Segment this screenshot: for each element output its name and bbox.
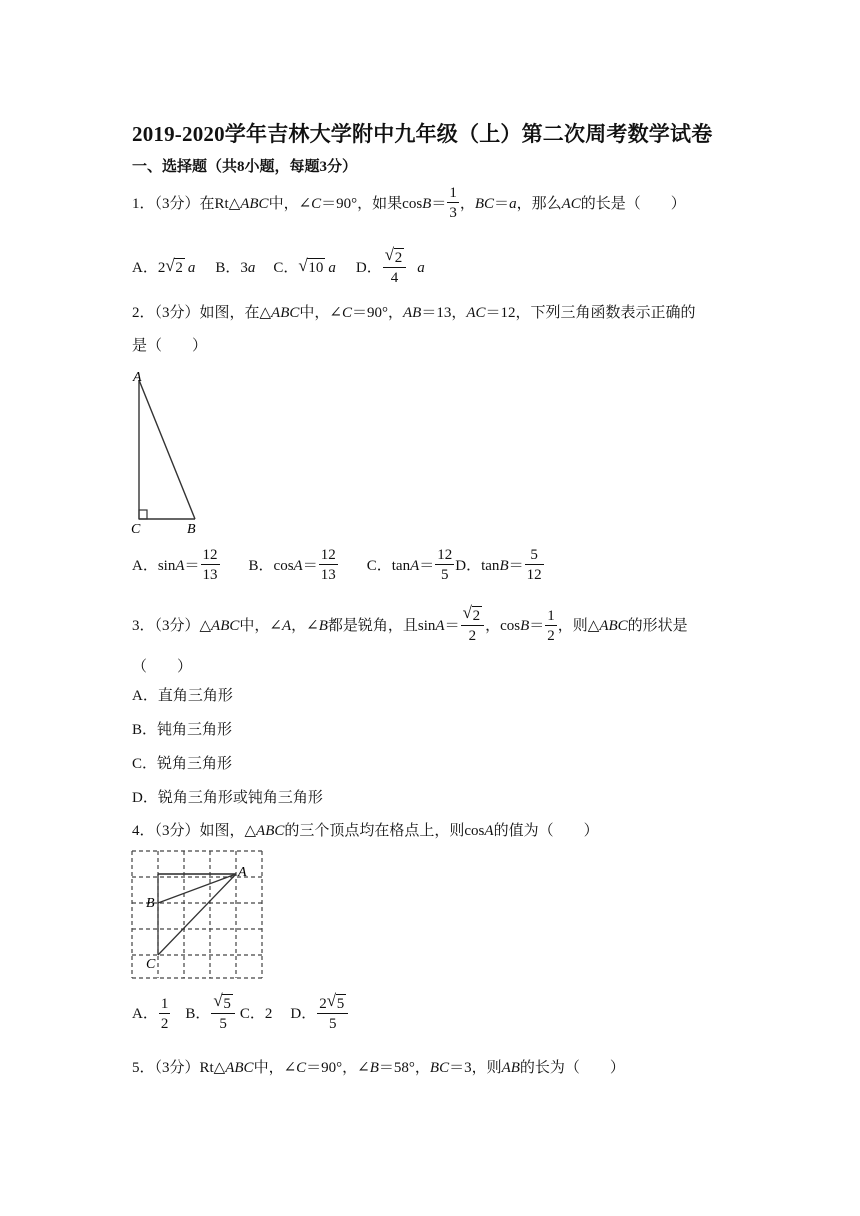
numerator: 1 (547, 607, 555, 624)
q5-text: 5．（3分）Rt△ (132, 1060, 226, 1076)
edge-b-to-a (158, 874, 236, 903)
q3-text: 的形状是 (627, 618, 688, 634)
q2-text: ＝90°， (351, 305, 403, 321)
q3-option-c[interactable]: C．锐角三角形 (132, 756, 233, 772)
q1-var: a (509, 195, 517, 212)
option-eq: ＝ (508, 557, 524, 574)
option-var: B (499, 557, 509, 574)
option-var: A (293, 557, 303, 574)
q2-text: 中，∠ (299, 305, 342, 321)
option-a-fraction (201, 546, 220, 585)
q5-var: AB (501, 1060, 520, 1076)
option-var: a (328, 260, 336, 276)
q1-var: B (422, 195, 432, 212)
q5-var: BC (429, 1060, 450, 1076)
q1-var: BC (474, 195, 495, 212)
q4-text: 的值为（ ） (493, 823, 599, 839)
q2-options (132, 546, 545, 585)
q1-text: ，那么 (516, 195, 562, 212)
vertex-label-c: C (146, 957, 156, 972)
option-b[interactable]: B．cos (248, 557, 294, 574)
vertex-label-a: A (133, 370, 142, 385)
q3-text: ＝ (444, 618, 460, 634)
sqrt (462, 603, 483, 625)
q5-text: ＝3，则 (449, 1060, 502, 1076)
option-b[interactable]: B．3 (215, 260, 248, 276)
q3-text: ，cos (485, 618, 521, 634)
numerator: 12 (320, 547, 336, 563)
option-c[interactable]: C．tan (366, 557, 411, 574)
option-eq: ＝ (302, 557, 318, 574)
q5-text: ＝90°，∠ (306, 1060, 370, 1076)
option-a[interactable]: A．2 (132, 260, 166, 276)
radical-sign: √ (165, 256, 175, 275)
q2-text: ＝13， (421, 305, 467, 321)
q2-var: AB (402, 305, 422, 321)
question-3 (132, 603, 688, 646)
numerator (461, 603, 485, 625)
q1-text: ＝ (431, 195, 447, 212)
denominator: 2 (159, 1013, 171, 1034)
option-var: A (175, 557, 185, 574)
right-angle-mark (139, 510, 147, 519)
radicand: 10 (308, 260, 324, 276)
q3-text: 都是锐角，且sin (327, 618, 436, 634)
q5-text: 中，∠ (253, 1060, 297, 1076)
q3-option-d[interactable]: D．锐角三角形或钝角三角形 (132, 790, 323, 806)
q5-text: ＝58°， (378, 1060, 430, 1076)
q2-var: ABC (271, 305, 300, 321)
q2-text: ＝12，下列三角函数表示正确的 (485, 305, 696, 321)
denominator: 12 (525, 564, 544, 585)
radical-sign: √ (384, 245, 395, 264)
sqrt (165, 258, 185, 278)
q4-text: 的三个顶点均在格点上，则cos (284, 823, 485, 839)
q3-var: A (281, 618, 292, 634)
q4-figure (130, 848, 266, 982)
q3-var: B (318, 618, 328, 634)
numerator (383, 245, 407, 267)
radical-sign: √ (298, 256, 308, 275)
question-2 (132, 303, 696, 323)
q1-text: ＝ (494, 195, 510, 212)
radical-sign: √ (462, 603, 472, 622)
option-d[interactable]: D． (355, 260, 382, 276)
q4-var: ABC (256, 823, 285, 839)
numerator: 12 (202, 547, 218, 563)
radicand: 5 (336, 996, 345, 1012)
option-d-fraction (525, 546, 544, 585)
q3-paren: （ ） (132, 659, 193, 675)
q3-text: ，则△ (557, 618, 600, 634)
q3-option-b[interactable]: B．钝角三角形 (132, 722, 233, 738)
q3-option-a[interactable]: A．直角三角形 (132, 688, 233, 704)
option-var: a (187, 260, 196, 276)
denominator: 13 (201, 564, 220, 585)
numerator: 1 (160, 995, 169, 1012)
q2-var: C (341, 305, 352, 321)
q4-text: 4．（3分）如图，△ (132, 823, 257, 839)
radicand: 2 (394, 250, 403, 266)
q5-var: B (369, 1060, 379, 1076)
option-eq: ＝ (184, 557, 200, 574)
denominator: 3 (447, 202, 459, 223)
denominator: 5 (211, 1013, 235, 1034)
q1-text: ＝90°，如果cos (321, 195, 423, 212)
numerator (317, 991, 348, 1013)
numerator (211, 991, 235, 1013)
q3-var: A (435, 618, 445, 634)
q1-fraction (447, 184, 459, 223)
q3-var: ABC (599, 618, 628, 634)
question-4 (132, 821, 599, 841)
section-heading: 一、选择题（共8小题，每题3分） (132, 159, 358, 175)
q1-options (132, 245, 425, 288)
vertex-label-c: C (131, 522, 141, 537)
option-c-fraction (435, 546, 454, 585)
q4-var: A (484, 823, 494, 839)
q1-var: C (311, 195, 322, 212)
option-eq: ＝ (419, 557, 435, 574)
q5-text: 的长为（ ） (519, 1060, 625, 1076)
denominator: 13 (319, 564, 338, 585)
radicand: 5 (223, 996, 231, 1012)
q1-text: ， (459, 195, 475, 212)
option-c[interactable]: C．2 (239, 1006, 273, 1022)
q3-var: B (520, 618, 530, 634)
question-5 (132, 1058, 625, 1078)
q3-text: 3．（3分）△ (132, 618, 212, 634)
q3-fraction-1 (461, 603, 485, 646)
denominator: 5 (435, 564, 454, 585)
q1-text: 中，∠ (268, 195, 312, 212)
sqrt (213, 991, 233, 1013)
vertex-label-b: B (187, 522, 196, 537)
q3-fraction-2 (545, 607, 557, 646)
denominator: 4 (383, 267, 407, 288)
option-d-fraction (317, 991, 348, 1034)
vertex-label-b: B (146, 896, 155, 911)
vertex-label-a: A (238, 865, 247, 880)
q3-text: 中，∠ (239, 618, 282, 634)
option-var: a (247, 260, 256, 276)
option-a[interactable]: A． (132, 1006, 158, 1022)
q2-var: AC (466, 305, 486, 321)
q2-text-line2: 是（ ） (132, 338, 208, 354)
q2-figure (126, 368, 206, 538)
radical-sign: √ (213, 991, 223, 1010)
q4-options (132, 991, 349, 1034)
question-1 (132, 184, 686, 223)
q5-var: ABC (225, 1060, 254, 1076)
sqrt (384, 245, 405, 267)
radical-sign: √ (326, 991, 337, 1010)
sqrt (298, 258, 325, 278)
option-b-fraction (211, 991, 235, 1034)
option-c[interactable]: C． (273, 260, 299, 276)
q1-var: ABC (240, 195, 269, 212)
radicand: 2 (175, 260, 183, 276)
edge-ca (158, 874, 236, 955)
q2-text: 2．（3分）如图，在△ (132, 305, 272, 321)
denominator: 5 (317, 1013, 348, 1034)
option-var: A (410, 557, 420, 574)
numerator: 1 (449, 185, 457, 201)
q1-var: AC (561, 195, 581, 212)
coefficient: 2 (319, 996, 327, 1012)
option-b-fraction (319, 546, 338, 585)
option-b[interactable]: B． (185, 1006, 211, 1022)
option-d[interactable]: D． (290, 1006, 317, 1022)
radicand: 2 (472, 608, 481, 624)
option-d-fraction (383, 245, 407, 288)
q3-text: ，∠ (291, 618, 319, 634)
q1-text: 的长是（ ） (580, 195, 686, 212)
q1-text: Rt△ (214, 195, 241, 212)
denominator: 2 (461, 625, 485, 646)
q5-var: C (296, 1060, 307, 1076)
q1-text: 1．（3分）在 (132, 195, 215, 212)
option-a-fraction (159, 995, 171, 1034)
page-title: 2019-2020学年吉林大学附中九年级（上）第二次周考数学试卷 (132, 122, 713, 146)
option-d[interactable]: D．tan (455, 557, 500, 574)
edge-ab (139, 380, 195, 519)
q3-var: ABC (211, 618, 240, 634)
numerator: 12 (437, 547, 453, 563)
sqrt (326, 991, 347, 1013)
numerator: 5 (530, 547, 538, 563)
option-a[interactable]: A．sin (132, 557, 176, 574)
q3-text: ＝ (529, 618, 545, 634)
option-var: a (417, 260, 425, 276)
denominator: 2 (545, 625, 557, 646)
